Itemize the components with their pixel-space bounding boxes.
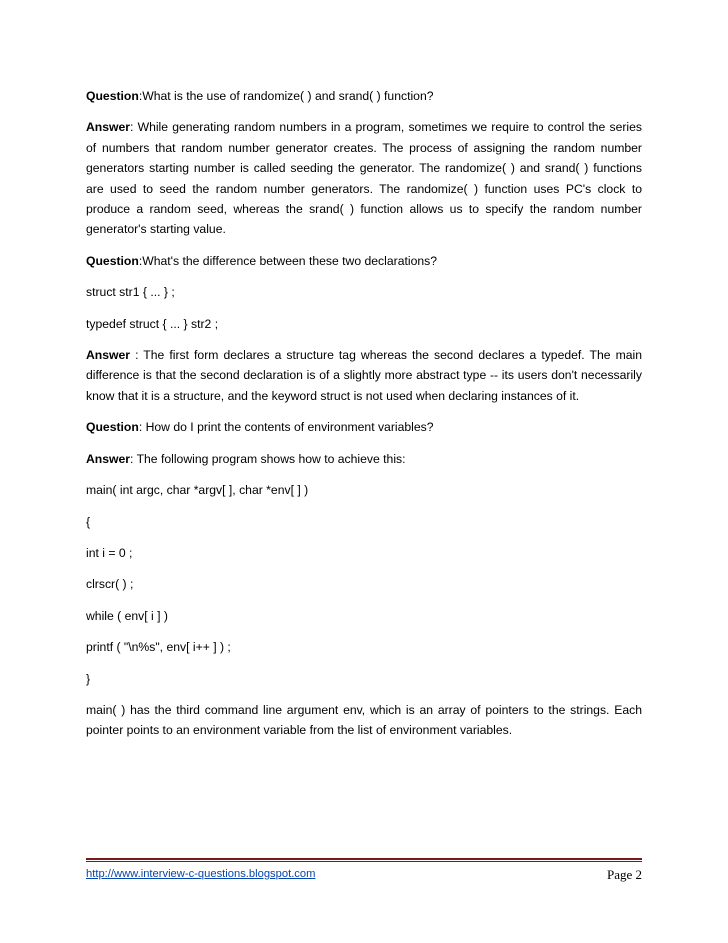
question-3 [86, 417, 642, 437]
answer-text: : The first form declares a structure tag whereas the second declares a typedef. The main difference is that the second declaration is of a slightly more abstract type -- its users don't necessarily know that it is a structure, and the keyword struct is not used when declaring instances of it. [86, 348, 642, 403]
question-label: Question [86, 253, 139, 268]
footer-link[interactable]: http://www.interview-c-questions.blogspot.com [86, 868, 316, 880]
code-line: clrscr( ) ; [86, 577, 134, 592]
code-line: main( int argc, char *argv[ ], char *env[ ] ) [86, 483, 309, 498]
code-line: int i = 0 ; [86, 545, 133, 560]
question-label: Question [86, 89, 139, 103]
answer-text: : While generating random numbers in a program, sometimes we require to control the series of numbers that random number generator creates. The process of assigning the random number generators starting number is called seeding the generator. The randomize( ) and srand( ) functions are used to seed the random number generators. The randomize( ) function uses PC's clock to produce a random seed, whereas the srand( ) function allows us to specify the random number generator's starting value. [86, 120, 642, 237]
answer-label: Answer [86, 451, 131, 466]
code-line: while ( env[ i ] ) [86, 608, 168, 623]
footer-rule [86, 858, 642, 862]
answer-3 [86, 449, 642, 469]
code-line: printf ( "\n%s", env[ i++ ] ) ; [86, 640, 231, 655]
answer-label: Answer [86, 348, 131, 363]
code-line: } [86, 671, 91, 686]
answer-text: : The following program shows how to achieve this: [130, 451, 406, 466]
question-text: :What is the use of randomize( ) and srand( ) function? [138, 89, 434, 103]
question-1 [86, 86, 642, 106]
code-line: typedef struct { ... } str2 ; [86, 316, 219, 331]
answer-2 [86, 345, 642, 406]
page-content [86, 86, 642, 752]
answer-1 [86, 117, 642, 239]
question-label: Question [86, 420, 139, 435]
question-2 [86, 251, 642, 271]
answer-label: Answer [86, 120, 131, 135]
question-text: : How do I print the contents of environment variables? [138, 420, 434, 435]
question-text: :What's the difference between these two declarations? [138, 253, 437, 268]
code-line: struct str1 { ... } ; [86, 285, 175, 300]
code-line: { [86, 514, 91, 529]
page-number: Page 2 [606, 867, 642, 882]
closing-paragraph: main( ) has the third command line argument env, which is an array of pointers to the strings. Each pointer points to an environment variable from the list of environment variables. [86, 702, 642, 738]
